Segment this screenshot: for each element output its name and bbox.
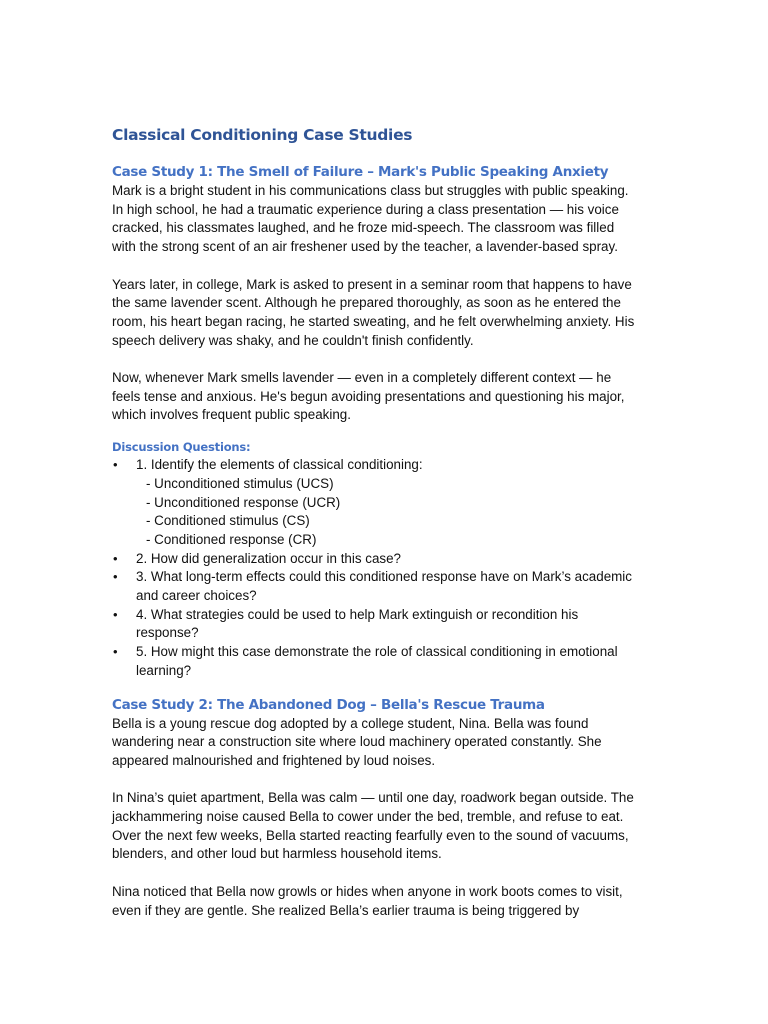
case-study-2-paragraph: Nina noticed that Bella now growls or hides when anyone in work boots comes to visit, even if they are gentle. She realized Bella’s earlier trauma is being triggered by xyxy=(112,883,623,918)
document-page xyxy=(112,124,652,939)
question-text: 5. How might this case demonstrate the role of classical conditioning in emotional learning? xyxy=(136,644,618,678)
bullet-icon: • xyxy=(113,606,118,622)
case-study-1-heading: Case Study 1: The Smell of Failure – Mark's Public Speaking Anxiety xyxy=(112,164,609,180)
discussion-questions-heading: Discussion Questions: xyxy=(112,440,251,455)
question-item xyxy=(112,606,652,643)
case-study-2-paragraph: In Nina’s quiet apartment, Bella was calm — until one day, roadwork began outside. The jackhammering noise caused Bella to cower under the bed, tremble, and refuse to eat. Over the next few weeks, Bella started reacting fearfully even to the sound of vacuums, blenders, and other loud but harmless household items. xyxy=(112,790,634,862)
question-sublist xyxy=(136,475,652,550)
question-item xyxy=(112,568,652,605)
sub-item: - Conditioned stimulus (CS) xyxy=(146,513,310,529)
question-item xyxy=(112,456,652,550)
question-text: 3. What long-term effects could this conditioned response have on Mark’s academic and career choices? xyxy=(136,569,632,604)
sub-item: - Unconditioned response (UCR) xyxy=(146,494,341,510)
bullet-icon: • xyxy=(113,550,118,566)
case-study-1-paragraph: Years later, in college, Mark is asked to present in a seminar room that happens to have the same lavender scent. Although he prepared thoroughly, as soon as he entered the room, his heart began racing, he started sweating, and he felt overwhelming anxiety. His speech delivery was shaky, and he couldn't finish confidently. xyxy=(112,276,635,348)
question-item xyxy=(112,643,652,680)
case-study-1-paragraph: Now, whenever Mark smells lavender — even in a completely different context — he feels tense and anxious. He's begun avoiding presentations and questioning his major, which involves frequent public speaking. xyxy=(112,370,625,423)
question-text: 2. How did generalization occur in this case? xyxy=(136,550,401,566)
case-study-1-paragraph: Mark is a bright student in his communications class but struggles with public speaking. In high school, he had a traumatic experience during a class presentation — his voice cracked, his classmates laughed, and he froze mid-speech. The classroom was filled with the strong scent of an air freshener used by the teacher, a lavender-based spray. xyxy=(112,183,629,255)
question-item xyxy=(112,550,652,569)
bullet-icon: • xyxy=(113,457,118,473)
case-study-2-heading: Case Study 2: The Abandoned Dog – Bella's Rescue Trauma xyxy=(112,696,545,713)
bullet-icon: • xyxy=(113,569,118,585)
sub-item: - Conditioned response (CR) xyxy=(146,531,317,547)
bullet-icon: • xyxy=(113,644,118,660)
question-text: 1. Identify the elements of classical conditioning: xyxy=(136,457,423,473)
sub-item: - Unconditioned stimulus (UCS) xyxy=(146,475,334,491)
case-study-2-paragraph: Bella is a young rescue dog adopted by a college student, Nina. Bella was found wandering near a construction site where loud machinery operated constantly. She appeared malnourished and frightened by loud noises. xyxy=(112,715,602,768)
document-title: Classical Conditioning Case Studies xyxy=(112,126,413,144)
case-study-2 xyxy=(112,695,652,921)
question-text: 4. What strategies could be used to help Mark extinguish or recondition his response? xyxy=(136,606,579,641)
discussion-questions-list xyxy=(112,456,652,680)
case-study-1 xyxy=(112,162,652,681)
